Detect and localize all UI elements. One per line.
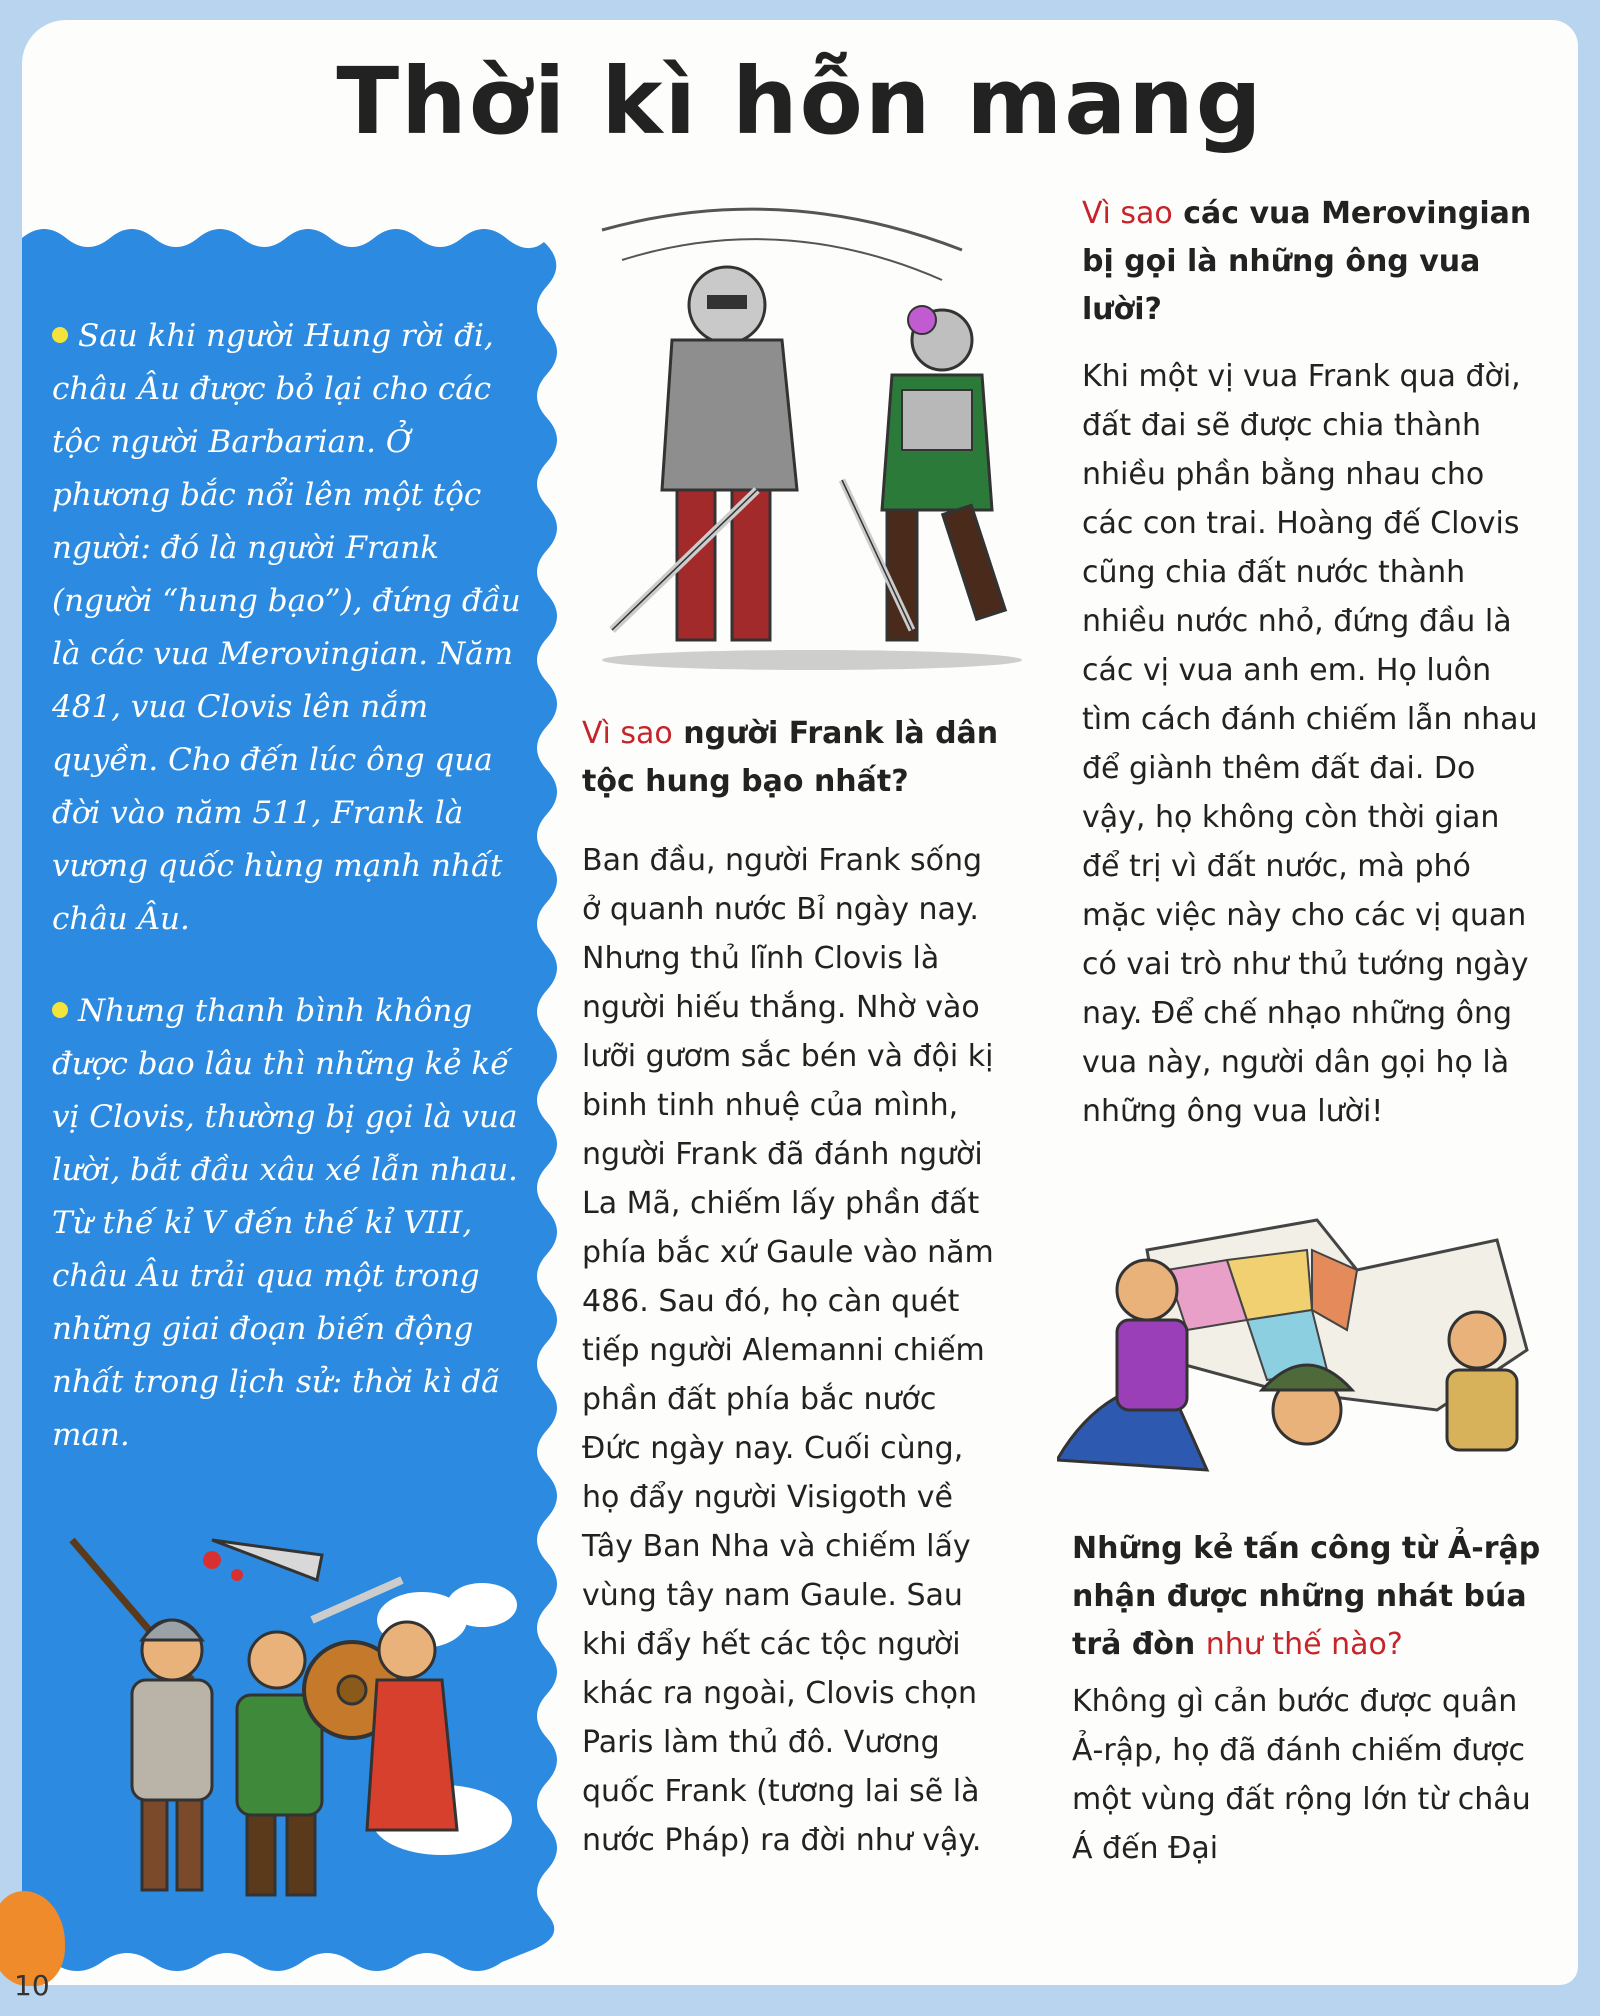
arab-body: Không gì cản bước được quân Ả-rập, họ đã đánh chiếm được một vùng đất rộng lớn từ châu Á đến Đại <box>1072 1684 1531 1866</box>
page-number: 10 <box>14 1969 50 2002</box>
merovingian-question: Vì sao các vua Merovingian bị gọi là những ông vua lười? <box>1082 196 1532 327</box>
merovingian-body: Khi một vị vua Frank qua đời, đất đai sẽ được chia thành nhiều phần bằng nhau cho các con trai. Hoàng đế Clovis cũng chia đất nước thành nhiều nước nhỏ, đứng đầu là các vị vua anh em. Họ luôn tìm cách đánh chiếm lẫn nhau để giành thêm đất đai. Do vậy, họ không còn thời gian để trị vì đất nước, mà phó mặc việc này cho các vị quan có vai trò như thủ tướng ngày nay. Để chế nhạo những ông vua này, người dân gọi họ là những ông vua lười! <box>1082 359 1538 1129</box>
frank-warriors-illustration <box>582 190 1102 690</box>
frank-body: Ban đầu, người Frank sống ở quanh nước Bỉ ngày nay. Nhưng thủ lĩnh Clovis là người hiếu thắng. Nhờ vào lưỡi gươm sắc bén và đội kị binh tinh nhuệ của mình, người Frank đã đánh người La Mã, chiếm lấy phần đất phía bắc xứ Gaule vào năm 486. Sau đó, họ càn quét tiếp người Alemanni chiếm phần đất phía bắc nước Đức ngày nay. Cuối cùng, họ đẩy người Visigoth về Tây Ban Nha và chiếm lấy vùng tây nam Gaule. Sau khi đẩy hết các tộc người khác ra ngoài, Clovis chọn Paris làm thủ đô. Vương quốc Frank (tương lai sẽ là nước Pháp) ra đời như vậy. <box>582 843 994 1858</box>
frank-section <box>582 710 1002 1865</box>
merovingian-section <box>1082 190 1542 1136</box>
bullet-dot <box>52 327 68 343</box>
arab-section <box>1072 1525 1552 1873</box>
frank-question: Vì sao người Frank là dân tộc hung bạo nhất? <box>582 716 999 799</box>
book-page <box>22 20 1578 1985</box>
arab-question: Những kẻ tấn công từ Ả-rập nhận được những nhát búa trả đòn như thế nào? <box>1072 1531 1541 1662</box>
sidebar-panel <box>22 220 567 1980</box>
page-title: Thời kì hỗn mang <box>336 48 1264 155</box>
sidebar-paragraph-2: Nhưng thanh bình không được bao lâu thì những kẻ kế vị Clovis, thường bị gọi là vua lười, bắt đầu xâu xé lẫn nhau. Từ thế kỉ V đến thế kỉ VIII, châu Âu trải qua một trong những giai đoạn biến động nhất trong lịch sử: thời kì dã man. <box>52 993 518 1453</box>
sidebar-paragraph-1: Sau khi người Hung rời đi, châu Âu được bỏ lại cho các tộc người Barbarian. Ở phương bắc nổi lên một tộc người: đó là người Frank (người “hung bạo”), đứng đầu là các vua Merovingian. Năm 481, vua Clovis lên nắm quyền. Cho đến lúc ông qua đời vào năm 511, Frank là vương quốc hùng mạnh nhất châu Âu. <box>52 318 521 937</box>
battle-illustration <box>62 1500 542 1920</box>
kings-tearing-map-illustration <box>1057 1210 1567 1490</box>
bullet-dot <box>52 1002 68 1018</box>
